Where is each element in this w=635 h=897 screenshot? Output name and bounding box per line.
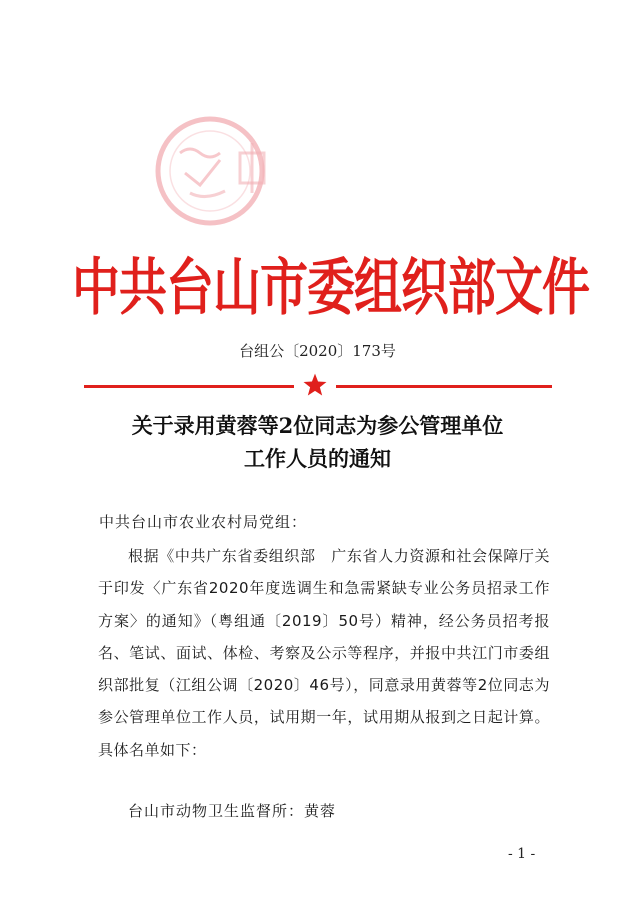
page-number: - 1 -	[508, 846, 536, 862]
issuing-organization-title: 中共台山市委组织部文件	[72, 252, 590, 324]
notice-title-line-1: 关于录用黄蓉等2位同志为参公管理单位	[131, 413, 504, 438]
header-divider-left	[84, 385, 294, 388]
recipient-salutation: 中共台山市农业农村局党组：	[99, 513, 308, 531]
document-number: 台组公〔2020〕173号	[239, 342, 396, 360]
official-seal-stamp	[140, 113, 280, 233]
appointee-list-item: 台山市动物卫生监督所：黄蓉	[128, 802, 337, 820]
notice-title-line-2: 工作人员的通知	[244, 446, 391, 471]
notice-body-paragraph: 根据《中共广东省委组织部 广东省人力资源和社会保障厅关于印发〈广东省2020年度选调生和急需紧缺专业公务员招录工作方案〉的通知》（粤组通〔2019〕50号）精神，经公务员招考报名、笔试、面试、体检、考察及公示等程序，并报中共江门市委组织部批复（江组公调〔2020〕46号），同意录用黄蓉等2位同志为参公管理单位工作人员，试用期一年，试用期从报到之日起计算。具体名单如下：	[98, 547, 550, 759]
header-divider-right	[336, 385, 552, 388]
star-icon	[302, 372, 328, 398]
